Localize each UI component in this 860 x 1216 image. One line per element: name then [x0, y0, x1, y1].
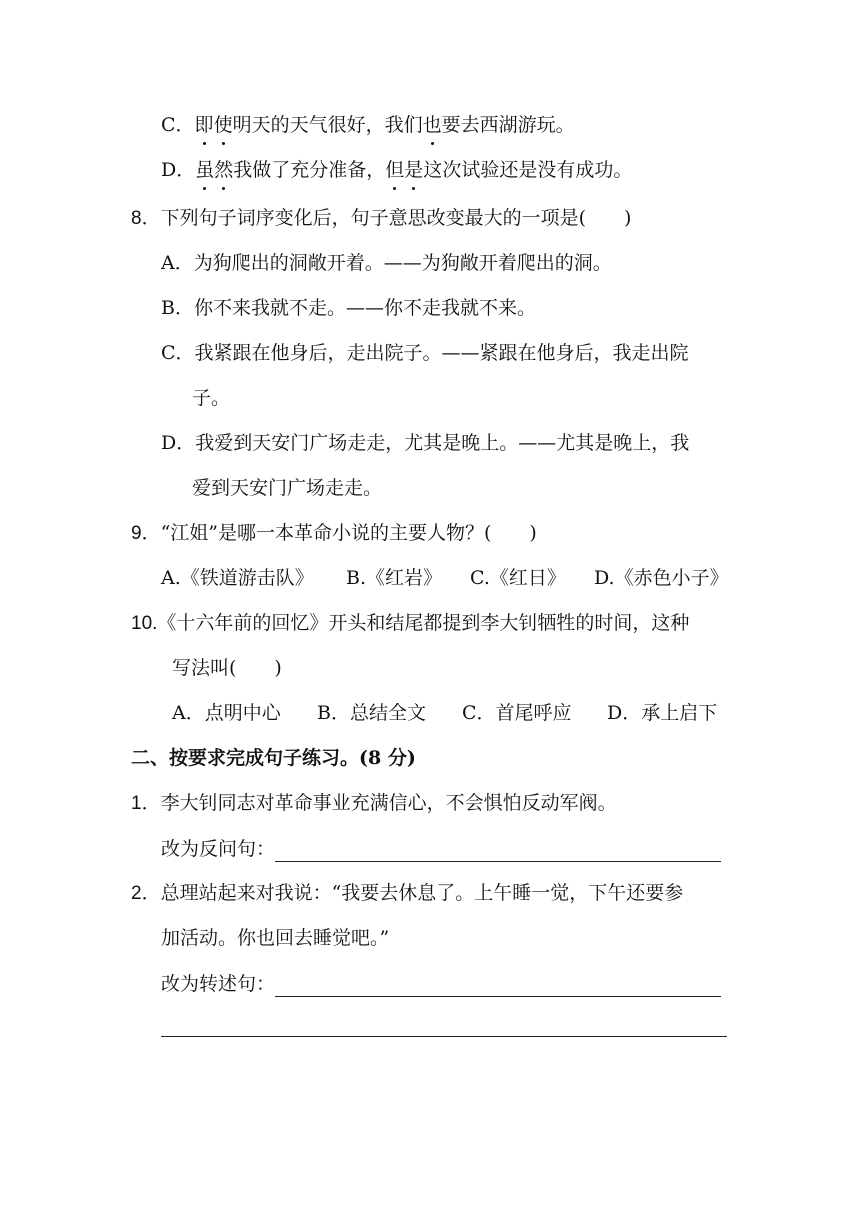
answer-prompt: 改为反问句： [161, 838, 276, 860]
answer-line-1 [161, 836, 721, 862]
q8-option-b: B．你不来我就不走。——你不走我就不来。 [161, 297, 536, 319]
sentence-1 [131, 790, 617, 817]
sentence-2-cont: 加活动。你也回去睡觉吧。” [161, 927, 390, 949]
question-number: 2． [131, 883, 161, 904]
dotted-char: 虽 [195, 159, 215, 181]
answer-line-2 [161, 971, 721, 997]
answer-blank[interactable] [275, 976, 721, 997]
option-text: 我做了充分准备， [233, 159, 386, 181]
q10-option-b: B．总结全文 [317, 702, 426, 724]
answer-prompt: 改为转述句： [161, 973, 276, 995]
dotted-char: 也 [422, 114, 442, 136]
question-number: 8． [131, 208, 161, 229]
question-number: 10. [131, 613, 158, 634]
question-stem: “江姐”是哪一本革命小说的主要人物？( ) [160, 522, 537, 544]
question-10 [131, 610, 689, 637]
option-text: 这次试验还是没有成功。 [423, 159, 633, 181]
q9-option-c: C.《红日》 [470, 567, 566, 589]
question-10-cont: 写法叫( ) [172, 657, 282, 679]
q8-option-c-cont: 子。 [192, 387, 231, 409]
q8-option-d-cont: 爱到天安门广场走走。 [192, 477, 383, 499]
dotted-char: 然 [214, 159, 234, 181]
q8-option-a: A．为狗爬出的洞敞开着。——为狗敞开着爬出的洞。 [161, 252, 612, 274]
question-stem: 《十六年前的回忆》开头和结尾都提到李大钊牺牲的时间，这种 [157, 612, 690, 634]
answer-blank[interactable] [275, 841, 721, 862]
dotted-char: 但 [385, 159, 405, 181]
question-9 [131, 520, 537, 547]
q7-option-d [161, 157, 632, 183]
q7-option-c [161, 112, 575, 138]
question-number: 1． [131, 793, 161, 814]
dotted-char: 是 [404, 159, 424, 181]
dotted-char: 即 [194, 114, 214, 136]
q8-option-d: D．我爱到天安门广场走走，尤其是晚上。——尤其是晚上，我 [161, 432, 690, 454]
option-letter: C． [161, 114, 195, 136]
q9-option-a: A.《铁道游击队》 [161, 567, 314, 589]
q10-option-d: D．承上启下 [607, 702, 718, 724]
answer-blank-extra[interactable] [161, 1016, 727, 1037]
question-number: 9． [131, 523, 161, 544]
dotted-char: 使 [213, 114, 233, 136]
section-heading: 二、按要求完成句子练习。(8 分) [131, 747, 416, 769]
question-8 [131, 205, 631, 232]
q10-option-c: C．首尾呼应 [462, 702, 572, 724]
sentence-text: 总理站起来对我说：“我要去休息了。上午睡一觉，下午还要参 [160, 882, 684, 904]
q10-option-a: A．点明中心 [172, 702, 281, 724]
q8-option-c: C．我紧跟在他身后，走出院子。——紧跟在他身后，我走出院 [161, 342, 689, 364]
question-stem: 下列句子词序变化后，句子意思改变最大的一项是( ) [160, 207, 632, 229]
option-letter: D． [161, 159, 196, 181]
option-text: 明天的天气很好，我们 [232, 114, 423, 136]
sentence-2 [131, 880, 683, 907]
q9-option-d: D.《赤色小子》 [594, 567, 729, 589]
q9-option-b: B.《红岩》 [346, 567, 443, 589]
sentence-text: 李大钊同志对革命事业充满信心，不会惧怕反动军阀。 [160, 792, 617, 814]
option-text: 要去西湖游玩。 [441, 114, 575, 136]
